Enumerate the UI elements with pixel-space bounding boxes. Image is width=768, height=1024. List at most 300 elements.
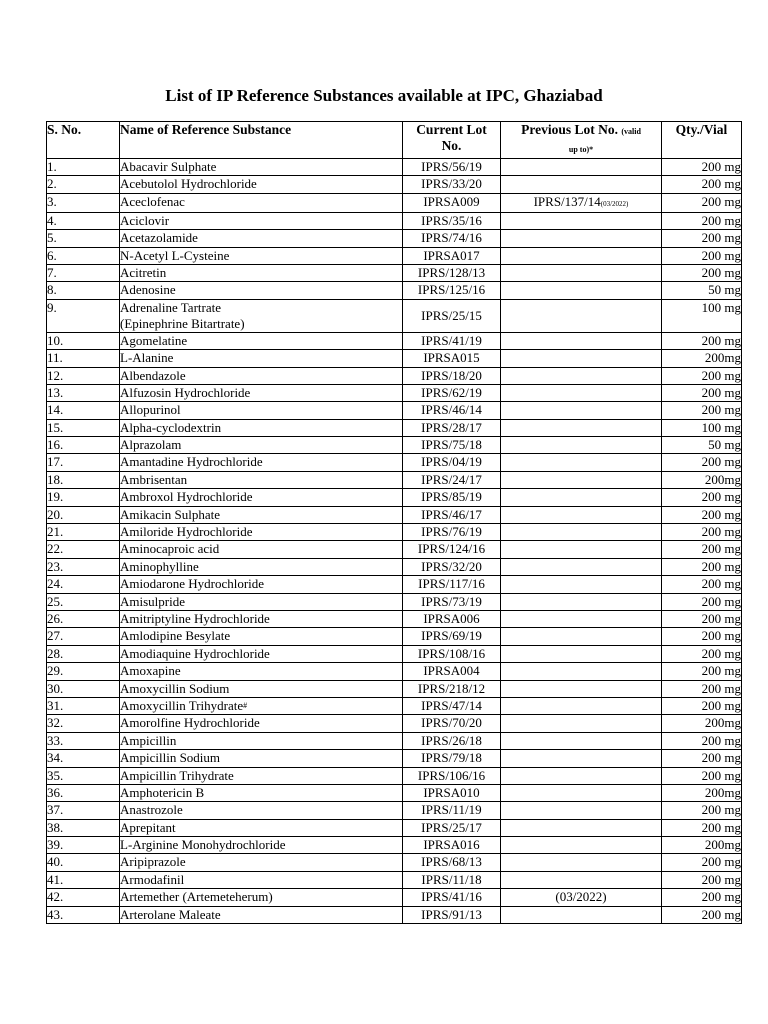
footnote-mark: # (243, 700, 248, 710)
cell-name (120, 697, 403, 714)
cell-qty: 200 mg (662, 454, 742, 471)
cell-sno: 41. (47, 871, 120, 888)
previous-lot-value: IPRS/137/14 (533, 193, 601, 209)
cell-current-lot: IPRS/04/19 (403, 454, 501, 471)
cell-previous-lot (501, 282, 662, 299)
cell-previous-lot (501, 837, 662, 854)
table-row (47, 402, 742, 419)
header-previous-lot (501, 122, 662, 159)
cell-sno: 26. (47, 610, 120, 627)
substance-name: Alprazolam (120, 437, 182, 453)
cell-previous-lot (501, 889, 662, 906)
cell-qty: 200 mg (662, 889, 742, 906)
table-row (47, 367, 742, 384)
table-row (47, 593, 742, 610)
substance-name: Aripiprazole (120, 854, 186, 870)
cell-previous-lot (501, 176, 662, 193)
cell-current-lot: IPRS/124/16 (403, 541, 501, 558)
cell-sno: 11. (47, 350, 120, 367)
cell-current-lot: IPRS/47/14 (403, 697, 501, 714)
cell-qty: 200 mg (662, 871, 742, 888)
cell-name (120, 419, 403, 436)
cell-name (120, 402, 403, 419)
cell-current-lot: IPRSA009 (403, 193, 501, 212)
cell-previous-lot (501, 819, 662, 836)
substance-name: Acetazolamide (120, 230, 198, 246)
cell-previous-lot (501, 750, 662, 767)
cell-qty: 200 mg (662, 697, 742, 714)
substance-name: Amorolfine Hydrochloride (120, 715, 260, 731)
header-current-lot (403, 122, 501, 159)
cell-current-lot: IPRS/125/16 (403, 282, 501, 299)
cell-previous-lot (501, 454, 662, 471)
substance-name: Amlodipine Besylate (120, 628, 231, 644)
substance-name: Agomelatine (120, 332, 188, 348)
cell-current-lot: IPRS/33/20 (403, 176, 501, 193)
substance-name: Acebutolol Hydrochloride (120, 176, 257, 192)
table-row (47, 610, 742, 627)
substance-name: Adenosine (120, 282, 176, 298)
cell-sno: 20. (47, 506, 120, 523)
cell-qty: 200 mg (662, 802, 742, 819)
cell-previous-lot (501, 402, 662, 419)
table-row (47, 350, 742, 367)
cell-name (120, 732, 403, 749)
cell-current-lot: IPRS/24/17 (403, 471, 501, 488)
cell-current-lot: IPRS/79/18 (403, 750, 501, 767)
header-name: Name of Reference Substance (120, 122, 403, 159)
table-row (47, 732, 742, 749)
cell-current-lot: IPRS/128/13 (403, 264, 501, 281)
table-row (47, 471, 742, 488)
cell-sno: 24. (47, 576, 120, 593)
cell-name (120, 437, 403, 454)
cell-qty: 200 mg (662, 230, 742, 247)
cell-current-lot: IPRSA016 (403, 837, 501, 854)
cell-previous-lot (501, 159, 662, 176)
cell-current-lot: IPRS/32/20 (403, 558, 501, 575)
cell-name (120, 871, 403, 888)
cell-current-lot: IPRS/73/19 (403, 593, 501, 610)
cell-previous-lot (501, 230, 662, 247)
cell-name (120, 558, 403, 575)
table-row (47, 230, 742, 247)
substance-name: Abacavir Sulphate (120, 159, 217, 174)
cell-sno: 42. (47, 889, 120, 906)
cell-current-lot: IPRS/41/16 (403, 889, 501, 906)
cell-name (120, 819, 403, 836)
cell-sno: 13. (47, 384, 120, 401)
table-row (47, 819, 742, 836)
cell-current-lot: IPRS/11/19 (403, 802, 501, 819)
substance-name: Aceclofenac (120, 193, 185, 209)
substance-name: Aminocaproic acid (120, 541, 220, 557)
substance-name: Aciclovir (120, 212, 170, 228)
cell-name (120, 332, 403, 349)
cell-name (120, 645, 403, 662)
cell-qty: 200 mg (662, 732, 742, 749)
cell-current-lot: IPRS/69/19 (403, 628, 501, 645)
substance-name: Amikacin Sulphate (120, 506, 221, 522)
cell-sno: 39. (47, 837, 120, 854)
substance-name: Amitriptyline Hydrochloride (120, 610, 270, 626)
table-row (47, 437, 742, 454)
cell-sno: 5. (47, 230, 120, 247)
cell-sno: 9. (47, 299, 120, 332)
table-row (47, 264, 742, 281)
cell-previous-lot (501, 802, 662, 819)
cell-previous-lot (501, 663, 662, 680)
substance-name: Amantadine Hydrochloride (120, 454, 263, 470)
cell-qty: 200 mg (662, 610, 742, 627)
table-row (47, 784, 742, 801)
table-row (47, 524, 742, 541)
table-row (47, 159, 742, 176)
cell-name (120, 680, 403, 697)
cell-qty: 200mg (662, 471, 742, 488)
table-row (47, 767, 742, 784)
substance-name: Ampicillin Trihydrate (120, 767, 234, 783)
cell-qty: 200 mg (662, 159, 742, 176)
cell-name (120, 802, 403, 819)
cell-name (120, 715, 403, 732)
cell-sno: 38. (47, 819, 120, 836)
table-row (47, 541, 742, 558)
cell-previous-lot (501, 732, 662, 749)
table-body (47, 159, 742, 924)
cell-sno: 12. (47, 367, 120, 384)
cell-qty: 200 mg (662, 506, 742, 523)
cell-name (120, 784, 403, 801)
table-row (47, 906, 742, 923)
cell-name (120, 524, 403, 541)
cell-qty: 200 mg (662, 819, 742, 836)
substance-name: Amoxycillin Sodium (120, 680, 230, 696)
cell-name (120, 159, 403, 176)
cell-name (120, 506, 403, 523)
table-row (47, 871, 742, 888)
table-row (47, 628, 742, 645)
substance-name: Amiodarone Hydrochloride (120, 576, 265, 592)
cell-name (120, 176, 403, 193)
substance-name: Amphotericin B (120, 784, 205, 800)
cell-name (120, 454, 403, 471)
cell-sno: 17. (47, 454, 120, 471)
page-title: List of IP Reference Substances available at IPC, Ghaziabad (165, 86, 603, 105)
previous-lot-valid-upto: (03/2022) (600, 199, 629, 208)
table-row (47, 176, 742, 193)
cell-sno: 40. (47, 854, 120, 871)
cell-qty: 200mg (662, 837, 742, 854)
cell-current-lot: IPRS/26/18 (403, 732, 501, 749)
cell-current-lot: IPRSA010 (403, 784, 501, 801)
cell-name (120, 212, 403, 229)
table-row (47, 558, 742, 575)
cell-sno: 43. (47, 906, 120, 923)
cell-sno: 15. (47, 419, 120, 436)
cell-sno: 27. (47, 628, 120, 645)
cell-qty: 200 mg (662, 593, 742, 610)
cell-name (120, 610, 403, 627)
cell-name (120, 593, 403, 610)
cell-name (120, 264, 403, 281)
cell-previous-lot (501, 193, 662, 212)
cell-current-lot: IPRS/25/17 (403, 819, 501, 836)
cell-qty: 200 mg (662, 680, 742, 697)
cell-previous-lot (501, 264, 662, 281)
table-row (47, 454, 742, 471)
cell-current-lot: IPRS/91/13 (403, 906, 501, 923)
substance-name: L-Arginine Monohydrochloride (120, 837, 286, 853)
cell-qty: 50 mg (662, 282, 742, 299)
cell-qty: 200 mg (662, 663, 742, 680)
cell-qty: 200 mg (662, 193, 742, 212)
cell-qty: 200 mg (662, 854, 742, 871)
table-row (47, 193, 742, 212)
cell-qty: 200 mg (662, 367, 742, 384)
cell-current-lot: IPRS/218/12 (403, 680, 501, 697)
cell-previous-lot (501, 767, 662, 784)
cell-current-lot: IPRS/11/18 (403, 871, 501, 888)
header-sno: S. No. (47, 122, 120, 159)
cell-sno: 22. (47, 541, 120, 558)
cell-name (120, 854, 403, 871)
table-row (47, 212, 742, 229)
cell-sno: 23. (47, 558, 120, 575)
cell-previous-lot (501, 697, 662, 714)
cell-qty: 200mg (662, 784, 742, 801)
header-previous-note2: up to)* (568, 145, 594, 154)
cell-sno: 19. (47, 489, 120, 506)
cell-previous-lot (501, 471, 662, 488)
cell-qty: 200 mg (662, 264, 742, 281)
table-row (47, 506, 742, 523)
cell-previous-lot (501, 715, 662, 732)
table-row (47, 802, 742, 819)
substance-name: Artemether (Artemeteherum) (120, 889, 273, 905)
cell-previous-lot (501, 524, 662, 541)
cell-name (120, 489, 403, 506)
cell-current-lot: IPRS/25/15 (403, 299, 501, 332)
table-row (47, 680, 742, 697)
cell-current-lot: IPRSA004 (403, 663, 501, 680)
cell-qty: 50 mg (662, 437, 742, 454)
cell-current-lot: IPRS/85/19 (403, 489, 501, 506)
cell-sno: 37. (47, 802, 120, 819)
cell-current-lot: IPRS/18/20 (403, 367, 501, 384)
cell-qty: 200 mg (662, 176, 742, 193)
cell-sno: 10. (47, 332, 120, 349)
substance-name: Allopurinol (120, 402, 181, 418)
cell-sno: 1. (47, 159, 120, 176)
cell-sno: 2. (47, 176, 120, 193)
cell-name (120, 367, 403, 384)
cell-current-lot: IPRS/68/13 (403, 854, 501, 871)
cell-previous-lot (501, 367, 662, 384)
cell-current-lot: IPRS/41/19 (403, 332, 501, 349)
cell-current-lot: IPRS/56/19 (403, 159, 501, 176)
substance-name: Ampicillin Sodium (120, 750, 221, 766)
table-row (47, 837, 742, 854)
cell-sno: 7. (47, 264, 120, 281)
cell-previous-lot (501, 645, 662, 662)
cell-previous-lot (501, 384, 662, 401)
cell-previous-lot (501, 593, 662, 610)
cell-name (120, 350, 403, 367)
cell-current-lot: IPRS/46/14 (403, 402, 501, 419)
substance-name: Acitretin (120, 264, 167, 280)
cell-qty: 200 mg (662, 384, 742, 401)
cell-sno: 36. (47, 784, 120, 801)
substance-name: Amoxapine (120, 663, 181, 679)
cell-sno: 33. (47, 732, 120, 749)
cell-name (120, 247, 403, 264)
cell-previous-lot (501, 854, 662, 871)
cell-name (120, 663, 403, 680)
table-row (47, 247, 742, 264)
substance-name: L-Alanine (120, 350, 174, 366)
cell-qty: 100 mg (662, 299, 742, 332)
cell-current-lot: IPRS/46/17 (403, 506, 501, 523)
cell-qty: 200 mg (662, 576, 742, 593)
cell-name (120, 193, 403, 212)
cell-previous-lot (501, 332, 662, 349)
cell-qty: 200 mg (662, 524, 742, 541)
cell-qty: 200 mg (662, 767, 742, 784)
cell-sno: 35. (47, 767, 120, 784)
substance-name: Arterolane Maleate (120, 906, 221, 922)
table-row (47, 750, 742, 767)
substance-name: Anastrozole (120, 802, 183, 818)
substance-name: Aprepitant (120, 819, 176, 835)
cell-current-lot: IPRS/106/16 (403, 767, 501, 784)
cell-sno: 18. (47, 471, 120, 488)
cell-previous-lot (501, 489, 662, 506)
cell-name (120, 299, 403, 332)
substance-name: N-Acetyl L-Cysteine (120, 247, 230, 263)
cell-current-lot: IPRS/117/16 (403, 576, 501, 593)
cell-previous-lot (501, 680, 662, 697)
header-current-line1: Current Lot (416, 122, 487, 137)
table-row (47, 663, 742, 680)
substance-name: Aminophylline (120, 558, 199, 574)
cell-previous-lot (501, 350, 662, 367)
cell-qty: 200 mg (662, 489, 742, 506)
cell-sno: 3. (47, 193, 120, 212)
cell-sno: 25. (47, 593, 120, 610)
cell-name (120, 837, 403, 854)
substance-name: Ambroxol Hydrochloride (120, 489, 253, 505)
substance-name: Amodiaquine Hydrochloride (120, 645, 270, 661)
cell-name (120, 384, 403, 401)
cell-current-lot: IPRS/74/16 (403, 230, 501, 247)
cell-previous-lot (501, 541, 662, 558)
cell-qty: 200 mg (662, 558, 742, 575)
table-row (47, 697, 742, 714)
cell-qty: 200 mg (662, 750, 742, 767)
cell-sno: 28. (47, 645, 120, 662)
table-row (47, 384, 742, 401)
cell-sno: 34. (47, 750, 120, 767)
cell-previous-lot (501, 506, 662, 523)
cell-qty: 200 mg (662, 247, 742, 264)
cell-current-lot: IPRSA015 (403, 350, 501, 367)
cell-sno: 31. (47, 697, 120, 714)
table-header-row (47, 122, 742, 159)
cell-qty: 200mg (662, 715, 742, 732)
cell-name (120, 282, 403, 299)
cell-current-lot: IPRS/62/19 (403, 384, 501, 401)
cell-current-lot: IPRS/75/18 (403, 437, 501, 454)
header-previous-main: Previous Lot No. (521, 122, 618, 137)
cell-current-lot: IPRSA017 (403, 247, 501, 264)
cell-name (120, 471, 403, 488)
cell-qty: 200 mg (662, 541, 742, 558)
substance-name: Ambrisentan (120, 471, 188, 487)
substance-name: Ampicillin (120, 732, 177, 748)
cell-current-lot: IPRS/76/19 (403, 524, 501, 541)
reference-substances-table (46, 121, 742, 924)
cell-qty: 200 mg (662, 645, 742, 662)
table-row (47, 854, 742, 871)
table-row (47, 489, 742, 506)
table-row (47, 419, 742, 436)
cell-previous-lot (501, 906, 662, 923)
substance-name: Amisulpride (120, 593, 185, 609)
cell-previous-lot (501, 610, 662, 627)
previous-lot-value: (03/2022) (555, 889, 607, 905)
cell-previous-lot (501, 871, 662, 888)
cell-previous-lot (501, 299, 662, 332)
cell-qty: 200 mg (662, 628, 742, 645)
cell-name (120, 767, 403, 784)
table-row (47, 299, 742, 332)
cell-qty: 200 mg (662, 212, 742, 229)
cell-name (120, 906, 403, 923)
substance-name: Alfuzosin Hydrochloride (120, 384, 251, 400)
cell-previous-lot (501, 247, 662, 264)
cell-previous-lot (501, 784, 662, 801)
substance-name: Albendazole (120, 367, 186, 383)
header-current-line2: No. (441, 138, 462, 153)
cell-current-lot: IPRS/28/17 (403, 419, 501, 436)
cell-name (120, 541, 403, 558)
cell-qty: 200 mg (662, 402, 742, 419)
cell-previous-lot (501, 419, 662, 436)
cell-qty: 200mg (662, 350, 742, 367)
cell-sno: 29. (47, 663, 120, 680)
cell-sno: 16. (47, 437, 120, 454)
cell-sno: 8. (47, 282, 120, 299)
substance-name: Amoxycillin Trihydrate (120, 697, 244, 713)
cell-current-lot: IPRSA006 (403, 610, 501, 627)
cell-qty: 100 mg (662, 419, 742, 436)
cell-previous-lot (501, 628, 662, 645)
header-previous-note1: (valid (621, 127, 641, 136)
cell-current-lot: IPRS/70/20 (403, 715, 501, 732)
table-row (47, 332, 742, 349)
table-row (47, 889, 742, 906)
cell-qty: 200 mg (662, 906, 742, 923)
cell-sno: 30. (47, 680, 120, 697)
cell-sno: 4. (47, 212, 120, 229)
cell-qty: 200 mg (662, 332, 742, 349)
table-row (47, 645, 742, 662)
table-row (47, 282, 742, 299)
cell-sno: 6. (47, 247, 120, 264)
cell-sno: 14. (47, 402, 120, 419)
cell-sno: 21. (47, 524, 120, 541)
